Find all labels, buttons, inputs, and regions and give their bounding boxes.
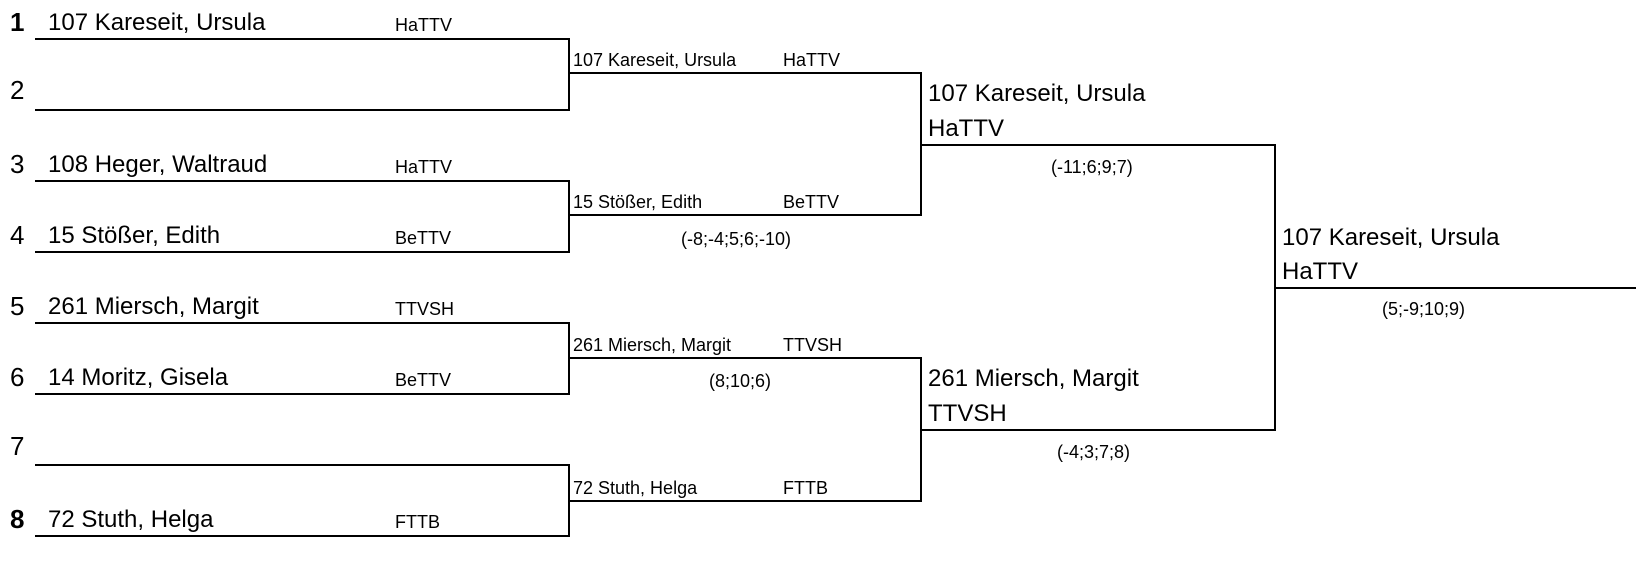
r1-connector-2 xyxy=(568,180,570,253)
r3-match-score: (-4;3;7;8) xyxy=(1057,442,1131,462)
r1-line-1 xyxy=(35,38,570,40)
r1-line-2 xyxy=(35,109,570,111)
r1-player-club: BeTTV xyxy=(395,228,452,248)
r1-line-6 xyxy=(35,393,570,395)
seed-number: 8 xyxy=(10,504,25,534)
r2-player-club: BeTTV xyxy=(783,192,840,212)
r1-player-name: 108 Heger, Waltraud xyxy=(48,151,268,178)
r2-player-club: HaTTV xyxy=(783,50,841,70)
r2-player-name: 107 Kareseit, Ursula xyxy=(573,50,737,70)
final-match-score: (5;-9;10;9) xyxy=(1382,299,1466,319)
r1-player-name: 14 Moritz, Gisela xyxy=(48,364,229,391)
r3-line-2 xyxy=(920,429,1276,431)
r1-player-club: HaTTV xyxy=(395,15,453,35)
r1-player-name: 261 Miersch, Margit xyxy=(48,293,259,320)
r1-line-4 xyxy=(35,251,570,253)
r1-player-name: 72 Stuth, Helga xyxy=(48,506,214,533)
r2-player-club: FTTB xyxy=(783,478,828,498)
r2-player-name: 261 Miersch, Margit xyxy=(573,335,732,355)
r1-player-club: FTTB xyxy=(395,512,440,532)
r3-player-name: 107 Kareseit, Ursula xyxy=(928,80,1146,107)
seed-number: 3 xyxy=(10,149,25,179)
seed-number: 6 xyxy=(10,362,25,392)
r2-match-score: (8;10;6) xyxy=(709,371,772,391)
r1-player-club: HaTTV xyxy=(395,157,453,177)
seed-number: 1 xyxy=(10,7,25,37)
r2-player-club: TTVSH xyxy=(783,335,843,355)
r3-player-club: TTVSH xyxy=(928,400,1007,427)
seed-number: 4 xyxy=(10,220,25,250)
final-line xyxy=(1274,287,1636,289)
r1-connector-1 xyxy=(568,38,570,111)
r1-line-8 xyxy=(35,535,570,537)
r1-line-5 xyxy=(35,322,570,324)
r3-line-1 xyxy=(920,144,1276,146)
r2-player-name: 72 Stuth, Helga xyxy=(573,478,698,498)
r1-player-name: 15 Stößer, Edith xyxy=(48,222,221,249)
r1-player-club: BeTTV xyxy=(395,370,452,390)
seed-number: 2 xyxy=(10,75,25,105)
r2-line-3 xyxy=(568,357,922,359)
r3-match-score: (-11;6;9;7) xyxy=(1051,157,1133,177)
r1-line-7 xyxy=(35,464,570,466)
r2-player-name: 15 Stößer, Edith xyxy=(573,192,703,212)
r2-match-score: (-8;-4;5;6;-10) xyxy=(681,229,792,249)
r1-player-club: TTVSH xyxy=(395,299,455,319)
r1-line-3 xyxy=(35,180,570,182)
r3-player-club: HaTTV xyxy=(928,115,1005,142)
r2-line-1 xyxy=(568,72,922,74)
seed-number: 7 xyxy=(10,431,25,461)
r2-line-4 xyxy=(568,500,922,502)
r1-player-name: 107 Kareseit, Ursula xyxy=(48,9,266,36)
seed-number: 5 xyxy=(10,291,25,321)
final-winner-name: 107 Kareseit, Ursula xyxy=(1282,224,1500,251)
r3-player-name: 261 Miersch, Margit xyxy=(928,365,1139,392)
r2-line-2 xyxy=(568,214,922,216)
final-winner-club: HaTTV xyxy=(1282,258,1359,285)
